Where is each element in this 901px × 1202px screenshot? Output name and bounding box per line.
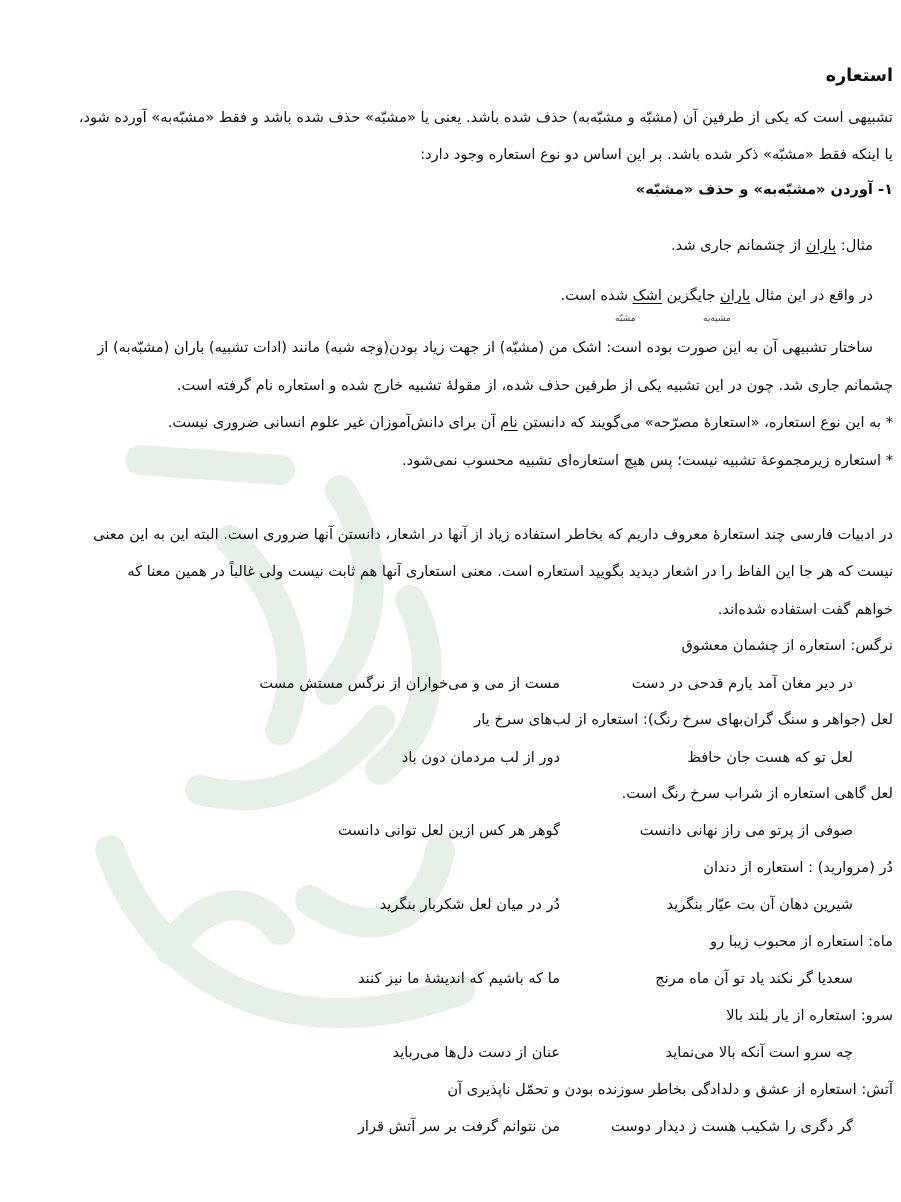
example-line	[671, 236, 873, 256]
verse-first-hemistich: صوفی از پرتو می راز نهانی دانست	[639, 822, 853, 839]
verse-first-hemistich: گر دگری را شکیب هست ز دیدار دوست	[610, 1118, 853, 1135]
verse-second-hemistich: ما که باشیم که اندیشهٔ ما نیز کنند	[357, 970, 560, 987]
section2-para-line-2: نیست که هر جا این الفاظ را در اشعار دیدید بگویید استعاره است. معنی استعاری آنها هم ثابت نیست ولی غالباً در همین معنا که	[127, 563, 893, 580]
entry-definition: ماه: استعاره از محبوب زیبا رو	[710, 933, 893, 950]
example-rest: از چشمانم جاری شد.	[671, 237, 806, 254]
example-prefix: مثال:	[836, 237, 873, 254]
note-word-ashk: اشک	[632, 287, 662, 304]
entry-definition: لعل (جواهر و سنگ گران‌بهای سرخ رنگ): استعاره از لب‌های سرخ یار	[474, 711, 893, 728]
label-mushabbah: مشبّه	[615, 314, 636, 324]
bullet1-part-b: آن برای دانش‌آموزان غیر علوم انسانی ضروری نیست.	[167, 414, 501, 431]
verse-first-hemistich: در دیر مغان آمد یارم قدحی در دست	[631, 675, 853, 692]
verse-second-hemistich: عنان از دست دل‌ها می‌رباید	[392, 1044, 560, 1061]
verse-second-hemistich: دور از لب مردمان دون باد	[401, 749, 560, 766]
verse-second-hemistich: دُر در میان لعل شکربار بنگرید	[379, 896, 560, 913]
entry-definition: سرو: استعاره از یار بلند بالا	[726, 1007, 893, 1024]
page-title: استعاره	[825, 66, 893, 86]
verse-second-hemistich: گوهر هر کس ازین لعل توانی دانست	[337, 822, 560, 839]
bullet1-word: نام	[500, 414, 518, 431]
entry-definition: لعل گاهی استعاره از شراب سرخ رنگ است.	[621, 785, 893, 802]
bullet-note-1	[168, 413, 893, 433]
note-part-b: جایگزین	[661, 287, 721, 304]
intro-line-2: یا اینکه فقط «مشبّه» ذکر شده باشد. بر این اساس دو نوع استعاره وجود دارد:	[420, 146, 893, 163]
verse-second-hemistich: من نتوانم گرفت بر سر آتش قرار	[357, 1118, 560, 1135]
note-word-baran: باران	[720, 287, 751, 304]
verse-first-hemistich: لعل تو که هست جان حافظ	[687, 749, 853, 766]
note-line	[561, 286, 874, 306]
structure-line-1: ساختار تشبیهی آن به این صورت بوده است: اشک من (مشبّه) از جهت زیاد بودن(وجه شبه) مانند (ادات تشبیه) باران (مشبّه‌به) از	[97, 339, 873, 356]
example-word: باران	[805, 237, 837, 254]
note-part-c: شده است.	[560, 287, 633, 304]
label-mushabbahbeh: مشبه‌به	[703, 314, 731, 324]
entry-definition: آتش: استعاره از عشق و دلدادگی بخاطر سوزنده بودن و تحمّل ناپذیری آن	[447, 1081, 893, 1098]
entry-definition: دُر (مروارید) : استعاره از دندان	[703, 859, 893, 876]
bullet1-part-a: * به این نوع استعاره، «استعارهٔ مصرّحه» می‌گویند که دانستن	[517, 414, 893, 431]
intro-line-1: تشبیهی است که یکی از طرفین آن (مشبّه و مشبّه‌به) حذف شده باشد. یعنی یا «مشبّه» حذف شده باشد و فقط «مشبّه‌به» آورده شود،	[78, 109, 893, 126]
verse-first-hemistich: چه سرو است آنکه بالا می‌نماید	[665, 1044, 853, 1061]
verse-first-hemistich: سعدیا گر نکند یاد تو آن ماه مرنج	[655, 970, 853, 987]
section1-heading: ۱- آوردن «مشبّه‌به» و حذف «مشبّه»	[635, 181, 893, 198]
entry-definition: نرگس: استعاره از چشمان معشوق	[681, 637, 893, 654]
structure-line-2: چشمانم جاری شد. چون در این تشبیه یکی از طرفین حذف شده، از مقولهٔ تشبیه خارج شده و استعاره نام گرفته است.	[176, 377, 893, 394]
section2-para-line-3: خواهم گفت استفاده شده‌اند.	[717, 601, 893, 618]
verse-second-hemistich: مست از می و می‌خواران از نرگس مستش مست	[259, 675, 560, 692]
bullet-note-2: * استعاره زیرمجموعهٔ تشبیه نیست؛ پس هیچ استعاره‌ای تشبیه محسوب نمی‌شود.	[402, 452, 893, 469]
verse-first-hemistich: شیرین دهان آن بت عیّار بنگرید	[666, 896, 853, 913]
section2-para-line-1: در ادبیات فارسی چند استعارهٔ معروف داریم که بخاطر استفاده زیاد از آنها در اشعار، دانستن آنها ضروری است. البته این به این معنی	[93, 526, 893, 543]
note-part-a: در واقع در این مثال	[750, 287, 873, 304]
